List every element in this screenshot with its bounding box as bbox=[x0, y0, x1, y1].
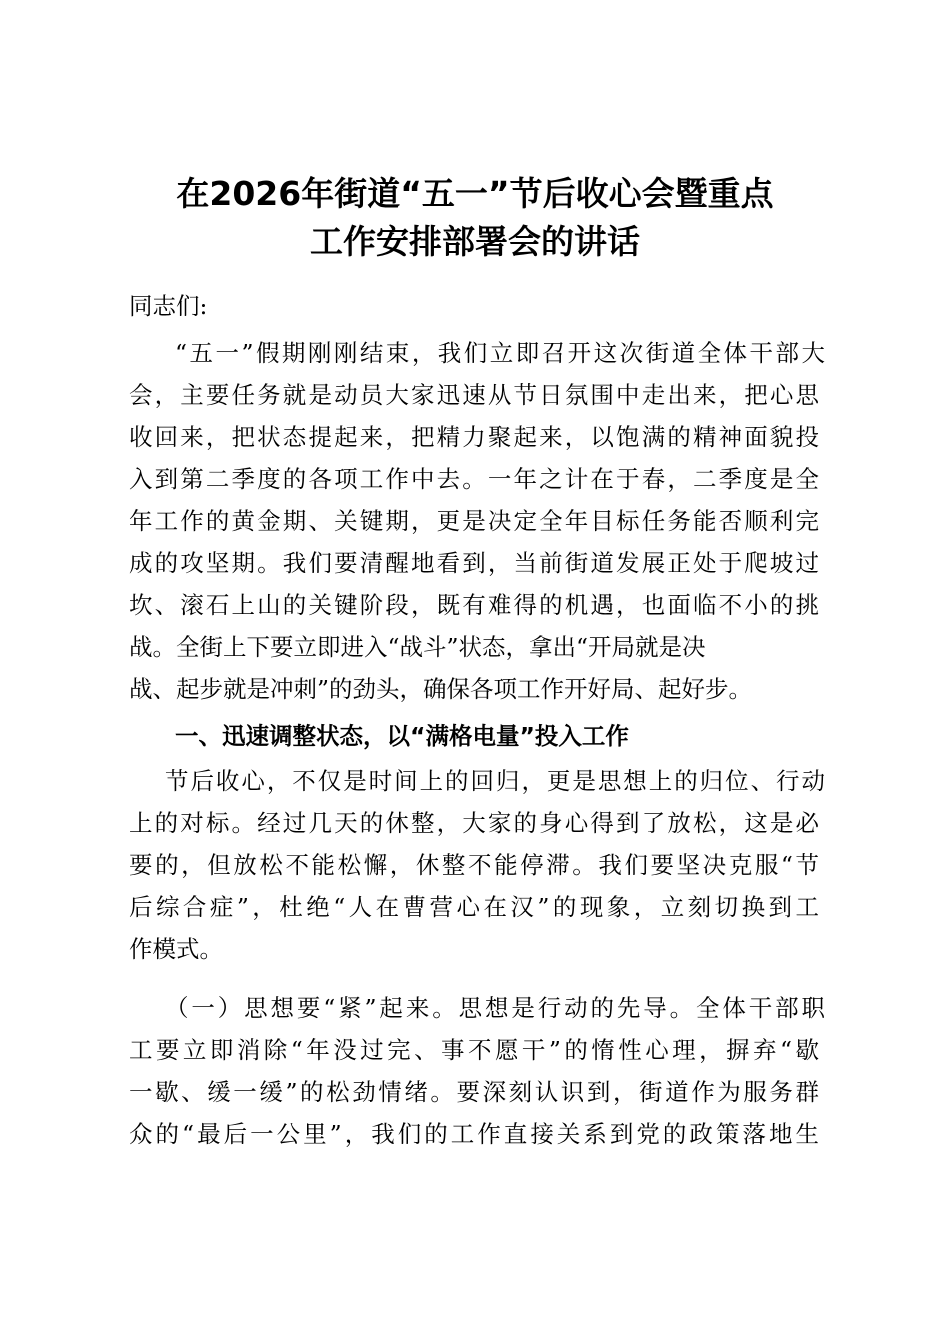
section-heading: 一、迅速调整状态，以“满格电量”投入工作 bbox=[175, 722, 629, 750]
document-title-line-1: 在2026年街道“五一”节后收心会暨重点 bbox=[176, 174, 774, 213]
intro-line: 入到第二季度的各项工作中去。一年之计在于春，二季度是全 bbox=[129, 465, 819, 493]
subsection1-line: 众的“最后一公里”，我们的工作直接关系到党的政策落地生 bbox=[129, 1120, 819, 1148]
document-title-line-2: 工作安排部署会的讲话 bbox=[310, 222, 640, 261]
subsection1-line: （一）思想要“紧”起来。思想是行动的先导。全体干部职 bbox=[165, 994, 825, 1022]
intro-line: 战。全街上下要立即进入“战斗”状态，拿出“开局就是决 bbox=[129, 633, 706, 661]
intro-line: 会，主要任务就是动员大家迅速从节日氛围中走出来，把心思 bbox=[129, 381, 819, 409]
intro-line: 年工作的黄金期、关键期，更是决定全年目标任务能否顺利完 bbox=[129, 507, 819, 535]
section1-line: 要的，但放松不能松懈，休整不能停滞。我们要坚决克服“节 bbox=[129, 851, 819, 879]
section1-line: 节后收心，不仅是时间上的回归，更是思想上的归位、行动 bbox=[165, 767, 825, 795]
section1-line: 后综合症”，杜绝“人在曹营心在汉”的现象，立刻切换到工 bbox=[129, 893, 819, 921]
intro-line: 收回来，把状态提起来，把精力聚起来，以饱满的精神面貌投 bbox=[129, 423, 819, 451]
subsection1-line: 工要立即消除“年没过完、事不愿干”的惰性心理，摒弃“歇 bbox=[129, 1036, 819, 1064]
intro-line: 战、起步就是冲刺”的劲头，确保各项工作开好局、起好步。 bbox=[129, 675, 753, 703]
section1-line: 作模式。 bbox=[129, 935, 223, 963]
section1-line: 上的对标。经过几天的休整，大家的身心得到了放松，这是必 bbox=[129, 809, 819, 837]
subsection1-line: 一歇、缓一缓”的松劲情绪。要深刻认识到，街道作为服务群 bbox=[129, 1078, 819, 1106]
intro-line: “五一”假期刚刚结束，我们立即召开这次街道全体干部大 bbox=[175, 339, 825, 367]
intro-line: 坎、滚石上山的关键阶段，既有难得的机遇，也面临不小的挑 bbox=[129, 591, 819, 619]
salutation: 同志们: bbox=[129, 292, 208, 320]
intro-line: 成的攻坚期。我们要清醒地看到，当前街道发展正处于爬坡过 bbox=[129, 549, 819, 577]
